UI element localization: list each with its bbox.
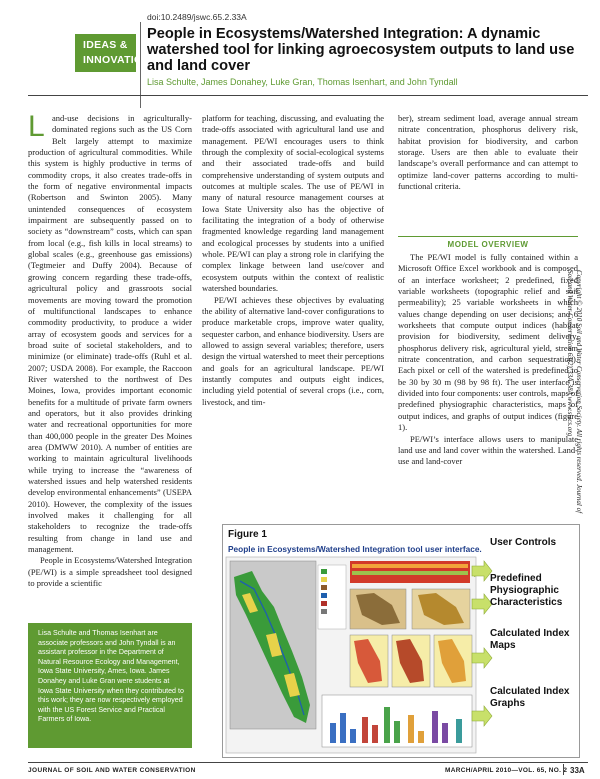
column-2	[202, 113, 384, 408]
footer-rule	[28, 762, 588, 763]
column-3-top	[398, 113, 578, 192]
section-heading: MODEL OVERVIEW	[447, 240, 529, 249]
section-tab	[75, 34, 158, 72]
paragraph: PE/WI achieves these objectives by evaluating the ability of alternative land-cover configurations to produce marketable crops, improve water quality, sequester carbon, and enhance biodiversity. Users are allowed to assign several variables; therefore, users design the virtual watershed to meet their perceptions and goals for an agricultural landscape. PE/WI instantly computes and outputs eight indices, including yield potential of several crops (i.e., corn, livestock, and tim-	[202, 294, 384, 407]
footer-divider	[563, 764, 564, 775]
page-number: 33A	[570, 766, 585, 775]
paragraph: platform for teaching, discussing, and evaluating the trade-offs associated with agricultural land use and management. PE/WI encourages users to think through the complexity of social-ecological systems and their associated trade-offs and build comprehensive understanding of system outputs and outcomes at multiple scales. The use of PE/WI in many of natural resource management courses at Iowa State University also has the objective of facilitating the integration of a body of otherwise fragmented knowledge regarding land management and ecological processes by students into a unified whole. PE/WI can play a strong role in clarifying the complex linkage between land use/cover and ecosystem outputs within the context of realistic watershed boundaries.	[202, 113, 384, 294]
paragraph: ber), stream sediment load, average annual stream nitrate concentration, phosphorus delivery risk, habitat provision for biodiversity, and carbon storage. Users are then able to evaluate their landscape’s overall performance and can attempt to optimize land-cover patterns according to multi-functional criteria.	[398, 113, 578, 192]
header-rule	[28, 95, 588, 96]
section-tab-line-2: INNOVATIONS	[83, 54, 158, 66]
paragraph: PE/WI’s interface allows users to manipulate land use and land cover within the watershed. Land-use and land-cover	[398, 433, 578, 467]
label-physiographic: Predefined Physiographic Characteristics	[490, 573, 563, 608]
figure-label: Figure 1	[228, 529, 267, 540]
label-user-controls: User Controls	[490, 537, 557, 548]
column-1	[28, 110, 192, 589]
drop-cap: L	[28, 110, 45, 143]
section-rule	[398, 236, 578, 237]
footer-journal: JOURNAL OF SOIL AND WATER CONSERVATION	[28, 767, 196, 774]
paragraph: The PE/WI model is fully contained within a Microsoft Office Excel workbook and is composed of an interface worksheet; 2 predefined, fixed variable worksheets (topographic relief and soil permeability); 25 variable worksheets in which values change depending on user decisions; and 6 worksheets that compute output indices (habitat provision for biodiversity, sediment delivery, phosphorus delivery risk, agricultural yield, stream nitrate concentration, and carbon sequestration). Each pixel or cell of the watershed is predefined to be 30 by 30 m (98 by 98 ft). The user interface is divided into four components: user controls, maps of predefined physiographic characteristics, maps of output indices, and graphs of output indices (figure 1).	[398, 252, 578, 433]
paragraph: and-use decisions in agriculturally-dominated regions such as the US Corn Belt largely attempt to maximize production of agricultural commodities. While this system is highly productive in terms of commodity crops, it also creates trade-offs in the form of negative environmental impacts (Robertson and Swinton 2005). Many unintended consequences of ecosystem impairment are subsequently passed on to society as “downstream” costs, which can span from local (e.g., fish kills in local streams) to global scales (e.g., greenhouse gas emissions) (Tegtmeier and Duffy 2004). Because of growing concern regarding these trade-offs, agricultural policy and grassroots social movements are moving toward the promotion of multifunctional landscapes to enhance commodity productivity, to produce a wider array of ecosystem goods and services for a broad suite of societal stakeholders, and to minimize (or eliminate) trade-offs (Ruhl et al. 2007; USDA 2008). For example, the Raccoon River watershed to the northwest of Des Moines, Iowa, provides important economic benefits for a multitude of private farm owners and operators, but it also provides drinking water and recreational opportunities for more than 400,000 people in the greater Des Moines area (DMWW 2010). A number of entities are working to maintain agricultural livelihoods while trying to increase the “awareness of watershed issues and help watershed residents develop environmental enhancements” (USEPA 2010). However, the complexity of the issues involved makes it challenging for all stakeholders to recognize the trade-offs resulting from change in land use and management.	[28, 113, 192, 555]
column-3-bottom	[398, 252, 578, 468]
label-index-maps: Calculated Index Maps	[490, 628, 570, 651]
author-bio-box: Lisa Schulte and Thomas Isenhart are associate professors and John Tyndall is an assistant professor in the Department of Natural Resource Ecology and Management, Iowa State University, Ames, Iowa. James Donahey and Luke Gran were students at Iowa State University when they contributed to this work; they are now respectively employed with the US Forest Service and Practical Farmers of Iowa.	[28, 623, 192, 748]
footer-issue: MARCH/APRIL 2010—VOL. 65, NO. 2	[445, 767, 568, 774]
label-index-graphs: Calculated Index Graphs	[490, 686, 570, 709]
figure-caption: People in Ecosystems/Watershed Integration tool user interface.	[228, 544, 482, 554]
copyright-notice: Copyright © 2010 Soil and Water Conservation Society. All rights reserved. Journal of Soil and Water Conservation 65(2):33A-38A www.swcs.org	[566, 270, 583, 514]
paragraph: People in Ecosystems/Watershed Integration (PE/WI) is a simple spreadsheet tool designed to provide a scientific	[28, 555, 192, 589]
authors: Lisa Schulte, James Donahey, Luke Gran, Thomas Isenhart, and John Tyndall	[147, 77, 458, 87]
section-tab-line-1: IDEAS &	[83, 39, 128, 51]
article-title: People in Ecosystems/Watershed Integration: A dynamic watershed tool for linking agroecosystem outputs to land use and land cover	[147, 26, 575, 74]
doi: doi:10.2489/jswc.65.2.33A	[147, 12, 247, 22]
